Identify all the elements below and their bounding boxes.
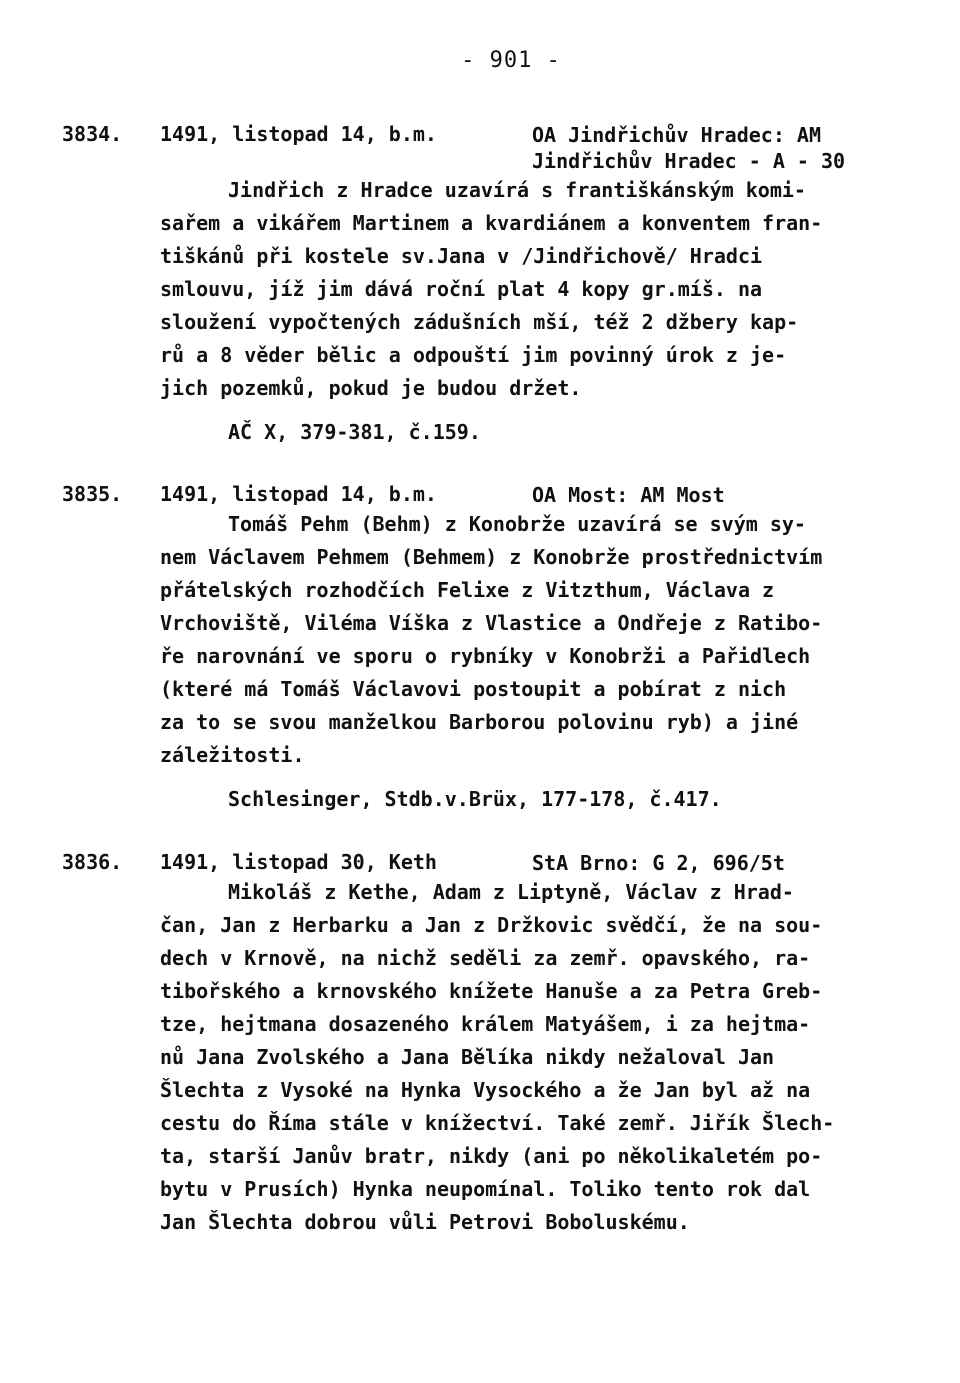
archive-line: StA Brno: G 2, 696/5t [532, 851, 785, 875]
entry-archive [532, 850, 785, 876]
text-line: dech v Krnově, na nichž seděli za zemř. opavského, ra- [160, 946, 811, 970]
text-line: tibořského a krnovského knížete Hanuše a za Petra Greb- [160, 979, 823, 1003]
text-line: smlouvu, jíž jim dává roční plat 4 kopy gr.míš. na [160, 277, 763, 301]
text-line: jich pozemků, pokud je budou držet. [160, 376, 582, 400]
text-line: tiškánů při kostele sv.Jana v /Jindřichově/ Hradci [160, 244, 763, 268]
entry-date: 1491, listopad 14, b.m. [160, 122, 437, 146]
text-line: cestu do Říma stále v knížectví. Také zemř. Jiřík Šlech- [160, 1111, 835, 1135]
text-line: (které má Tomáš Václavovi postoupit a pobírat z nich [160, 677, 787, 701]
text-line: přátelských rozhodčích Felixe z Vitzthum, Václava z [160, 578, 775, 602]
text-line: za to se svou manželkou Barborou polovinu ryb) a jiné [160, 710, 799, 734]
text-line: nem Václavem Pehmem (Behmem) z Konobrže prostřednictvím [160, 545, 823, 569]
text-line: rů a 8 věder bělic a odpouští jim povinný úrok z je- [160, 343, 787, 367]
entry-date: 1491, listopad 14, b.m. [160, 482, 437, 506]
entry-citation: Schlesinger, Stdb.v.Brüx, 177-178, č.417. [228, 787, 722, 811]
archive-line: OA Jindřichův Hradec: AM [532, 123, 821, 147]
text-line: Šlechta z Vysoké na Hynka Vysockého a že Jan byl až na [160, 1078, 811, 1102]
text-line: sloužení vypočtených zádušních mší, též 2 džbery kap- [160, 310, 799, 334]
entry-archive [532, 122, 845, 174]
entry-citation: AČ X, 379-381, č.159. [228, 420, 481, 444]
text-line: ta, starší Janův bratr, nikdy (ani po několikaletém po- [160, 1144, 823, 1168]
text-line: Mikoláš z Kethe, Adam z Liptyně, Václav z Hrad- [228, 880, 794, 904]
text-line: záležitosti. [160, 743, 305, 767]
text-line: ře narovnání ve sporu o rybníky v Konobrži a Pařidlech [160, 644, 811, 668]
archive-line: OA Most: AM Most [532, 483, 725, 507]
text-line: čan, Jan z Herbarku a Jan z Držkovic svědčí, že na sou- [160, 913, 823, 937]
page-number: - 901 - [461, 48, 561, 73]
text-line: Jindřich z Hradce uzavírá s františkánským komi- [228, 178, 806, 202]
text-line: Vrchoviště, Viléma Víška z Vlastice a Ondřeje z Ratibo- [160, 611, 823, 635]
entry-date: 1491, listopad 30, Keth [160, 850, 437, 874]
text-line: Tomáš Pehm (Behm) z Konobrže uzavírá se svým sy- [228, 512, 806, 536]
text-line: nů Jana Zvolského a Jana Bělíka nikdy nežaloval Jan [160, 1045, 775, 1069]
text-line: sařem a vikářem Martinem a kvardiánem a konventem fran- [160, 211, 823, 235]
entry-number: 3834. [62, 122, 123, 146]
text-line: tze, hejtmana dosazeného králem Matyášem, i za hejtma- [160, 1012, 811, 1036]
entry-number: 3836. [62, 850, 123, 874]
text-line: bytu v Prusích) Hynka neupomínal. Toliko tento rok dal [160, 1177, 811, 1201]
entry-number: 3835. [62, 482, 123, 506]
entry-archive [532, 482, 725, 508]
text-line: Jan Šlechta dobrou vůli Petrovi Boboluskému. [160, 1210, 690, 1234]
archive-line: Jindřichův Hradec - A - 30 [532, 149, 846, 173]
